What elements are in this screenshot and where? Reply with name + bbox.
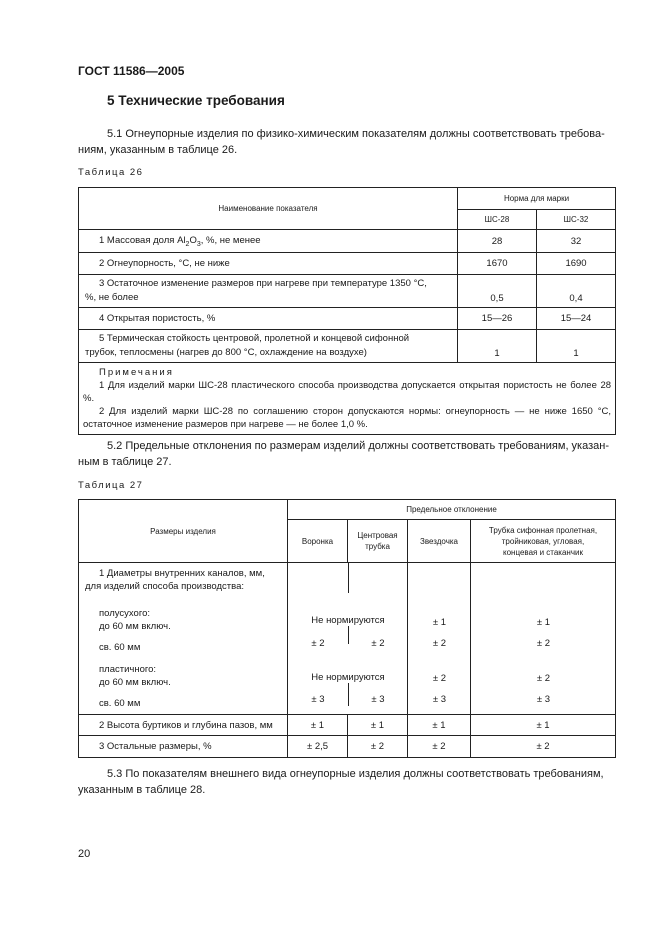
table-27-row-2-name: 2 Высота буртиков и глубина пазов, мм bbox=[79, 715, 288, 736]
table-26-row-3-name bbox=[79, 275, 458, 308]
paragraph-5-2-line2: ным в таблице 27. bbox=[78, 456, 172, 468]
sub-central-l2: трубка bbox=[365, 542, 390, 551]
table-26-row-2-v1: 1670 bbox=[458, 253, 537, 275]
table-26-row-1-v2: 32 bbox=[537, 230, 616, 253]
paragraph-5-1-line1: 5.1 Огнеупорные изделия по физико-химическим показателям должны соответствовать требова- bbox=[107, 128, 605, 140]
table-27-header-deviation: Предельное отклонение bbox=[288, 500, 616, 520]
row-5-name-line1: 5 Термическая стойкость центровой, пролетной и концевой сифонной bbox=[99, 333, 410, 344]
table-27-row-3-v2: ± 2 bbox=[348, 736, 408, 758]
upto-60-b-label: до 60 мм включ. bbox=[99, 677, 171, 688]
sub-siphon-l1: Трубка сифонная пролетная, bbox=[488, 525, 598, 535]
sub-central-l1: Центровая bbox=[357, 531, 398, 540]
row-3-name-line1: 3 Остаточное изменение размеров при нагреве при температуре 1350 °С, bbox=[99, 278, 427, 289]
row-5-name-line2: трубок, теплосмены (нагрев до 800 °С, охлаждение на воздухе) bbox=[85, 347, 367, 358]
table-26-row-4-name: 4 Открытая пористость, % bbox=[79, 308, 458, 330]
table-26 bbox=[78, 187, 616, 435]
paragraph-5-2 bbox=[78, 438, 614, 470]
plastic-over-star: ± 3 bbox=[432, 694, 447, 705]
semi-over-star: ± 2 bbox=[432, 638, 447, 649]
table-row bbox=[79, 230, 616, 253]
table-26-row-1-name bbox=[79, 230, 458, 253]
table-26-notes bbox=[79, 363, 616, 435]
table-26-row-3-v2: 0,4 bbox=[537, 275, 616, 308]
table-26-row-4-v1: 15—26 bbox=[458, 308, 537, 330]
table-27-row-3-v1: ± 2,5 bbox=[288, 736, 348, 758]
plastic-label: пластичного: bbox=[99, 664, 157, 675]
table-row bbox=[79, 275, 616, 308]
table-row bbox=[79, 736, 616, 758]
table-26-row-3-v1: 0,5 bbox=[458, 275, 537, 308]
semi-dry-label: полусухого: bbox=[99, 608, 151, 619]
paragraph-5-2-line1: 5.2 Предельные отклонения по размерам изделий должны соответствовать требованиям, указан- bbox=[107, 440, 610, 452]
notes-title: Примечания bbox=[99, 367, 174, 378]
table-26-row-2-v2: 1690 bbox=[537, 253, 616, 275]
table-row bbox=[79, 253, 616, 275]
table-row bbox=[79, 308, 616, 330]
table-26-brand-1: ШС-28 bbox=[458, 210, 537, 230]
row-1-name-part: O bbox=[189, 234, 197, 246]
table-26-header-name: Наименование показателя bbox=[79, 188, 458, 230]
table-27-row-2-v3: ± 1 bbox=[408, 715, 471, 736]
row-1-line1: 1 Диаметры внутренних каналов, мм, bbox=[99, 568, 265, 579]
plastic-over-siphon: ± 3 bbox=[536, 694, 551, 705]
row-1-line2: для изделий способа производства: bbox=[85, 581, 244, 592]
table-27-row-1-name bbox=[79, 563, 288, 715]
table-27-row-1-star bbox=[408, 563, 471, 715]
table-26-row-4-v2: 15—24 bbox=[537, 308, 616, 330]
plastic-upto-siphon: ± 2 bbox=[536, 673, 551, 684]
semi-upto-star: ± 1 bbox=[432, 617, 447, 628]
table-27-row-1-funnel-central bbox=[288, 563, 408, 715]
note-1: 1 Для изделий марки ШС-28 пластического способа производства допускается открытая пористость не более 28 %. bbox=[83, 380, 612, 404]
table-27 bbox=[78, 499, 616, 758]
paragraph-5-1 bbox=[78, 126, 614, 158]
not-normed-semi: Не нормируются bbox=[311, 615, 385, 626]
document-header: ГОСТ 11586—2005 bbox=[78, 64, 185, 78]
semi-over-central: ± 2 bbox=[371, 638, 385, 649]
sub-siphon-l3: концевая и стаканчик bbox=[503, 547, 583, 557]
over-60-b-label: св. 60 мм bbox=[99, 698, 141, 709]
note-2: 2 Для изделий марки ШС-28 по соглашению сторон допускаются нормы: огнеупорность — не ниже 1650 °С, остаточное изменение размеров при нагреве — не более 1,0 %. bbox=[83, 406, 612, 430]
table-26-row-5-name bbox=[79, 330, 458, 363]
table-26-row-2-name: 2 Огнеупорность, °С, не ниже bbox=[79, 253, 458, 275]
page-number: 20 bbox=[78, 848, 91, 860]
sub-siphon-l2: тройниковая, угловая, bbox=[501, 536, 585, 546]
table-row bbox=[79, 715, 616, 736]
table-27-row-1-siphon bbox=[471, 563, 616, 715]
table-26-row-5-v2: 1 bbox=[537, 330, 616, 363]
row-1-name-part: , %, не менее bbox=[200, 234, 261, 246]
table-26-row-1-v1: 28 bbox=[458, 230, 537, 253]
semi-upto-siphon: ± 1 bbox=[536, 617, 551, 628]
row-1-name-sub: 3 bbox=[196, 240, 201, 248]
table-27-sub-siphon-tube bbox=[471, 520, 616, 563]
section-title: 5 Технические требования bbox=[107, 93, 285, 108]
not-normed-plastic: Не нормируются bbox=[311, 672, 385, 683]
over-60-label: св. 60 мм bbox=[99, 642, 141, 653]
table-26-caption: Таблица 26 bbox=[78, 167, 144, 178]
table-26-row-5-v1: 1 bbox=[458, 330, 537, 363]
table-27-sub-funnel: Воронка bbox=[288, 520, 348, 563]
paragraph-5-3-line1: 5.3 По показателям внешнего вида огнеупорные изделия должны соответствовать требованиям, bbox=[107, 768, 604, 780]
row-1-name-sub: 2 bbox=[185, 240, 190, 248]
table-27-caption: Таблица 27 bbox=[78, 480, 144, 491]
table-27-header-size: Размеры изделия bbox=[79, 500, 288, 563]
table-26-notes-row bbox=[79, 363, 616, 435]
plastic-over-funnel: ± 3 bbox=[311, 694, 325, 705]
table-27-row-2-v2: ± 1 bbox=[348, 715, 408, 736]
table-27-sub-central-tube bbox=[348, 520, 408, 563]
table-27-row-2-v1: ± 1 bbox=[288, 715, 348, 736]
table-27-row-3-name: 3 Остальные размеры, % bbox=[79, 736, 288, 758]
upto-60-label: до 60 мм включ. bbox=[99, 621, 171, 632]
plastic-upto-star: ± 2 bbox=[432, 673, 447, 684]
table-27-row-2-v4: ± 1 bbox=[471, 715, 616, 736]
paragraph-5-3 bbox=[78, 766, 614, 798]
row-3-name-line2: %, не более bbox=[85, 292, 139, 303]
table-26-header-norm: Норма для марки bbox=[458, 188, 616, 210]
semi-over-siphon: ± 2 bbox=[536, 638, 551, 649]
table-26-brand-2: ШС-32 bbox=[537, 210, 616, 230]
table-27-sub-star: Звездочка bbox=[408, 520, 471, 563]
table-row bbox=[79, 563, 616, 715]
paragraph-5-3-line2: указанным в таблице 28. bbox=[78, 784, 206, 796]
paragraph-5-1-line2: ниям, указанным в таблице 26. bbox=[78, 144, 238, 156]
plastic-over-central: ± 3 bbox=[371, 694, 385, 705]
semi-over-funnel: ± 2 bbox=[311, 638, 325, 649]
table-27-row-3-v4: ± 2 bbox=[471, 736, 616, 758]
row-1-name-part: 1 Массовая доля Al bbox=[99, 234, 186, 246]
table-row bbox=[79, 330, 616, 363]
table-27-row-3-v3: ± 2 bbox=[408, 736, 471, 758]
